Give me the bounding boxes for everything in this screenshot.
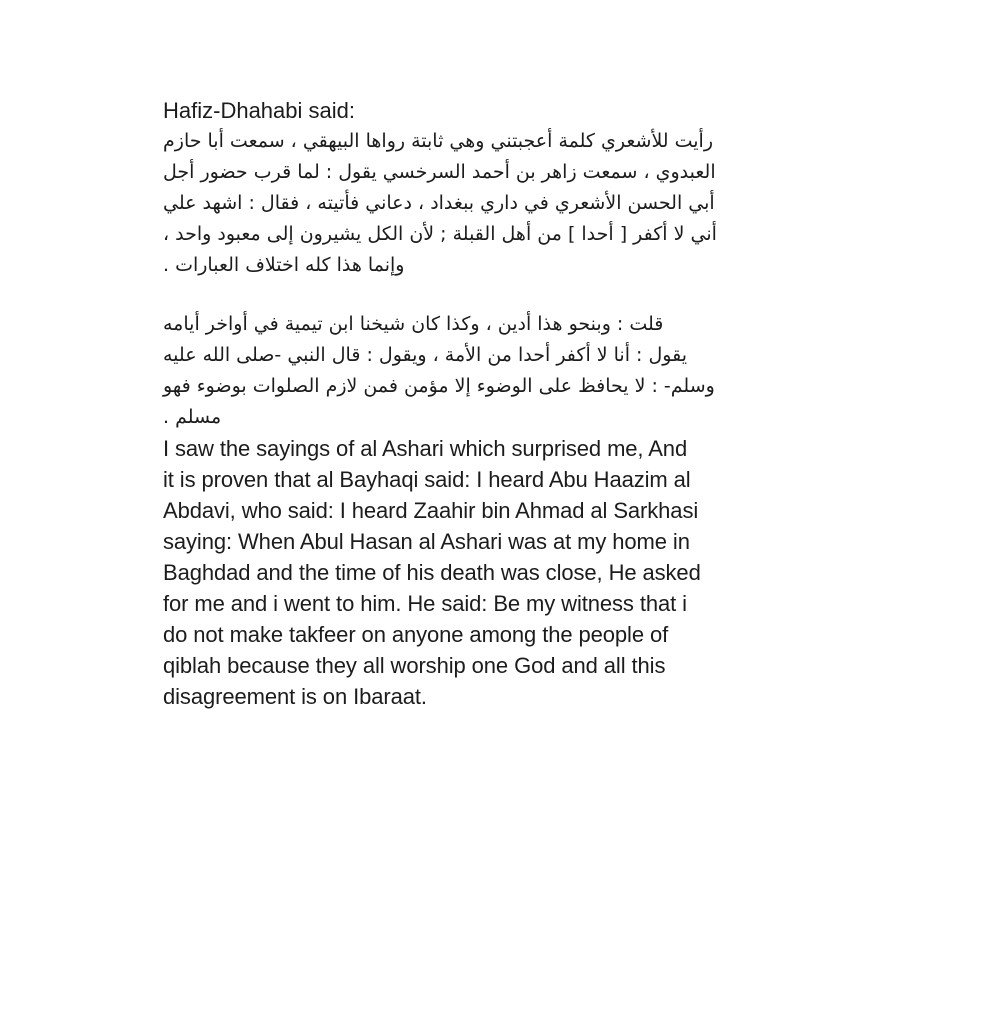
english-line: do not make takfeer on anyone among the people of xyxy=(163,622,669,647)
english-line: qiblah because they all worship one God and all this xyxy=(163,653,666,678)
arabic-line: مسلم . xyxy=(163,406,222,428)
english-translation xyxy=(163,433,773,712)
english-line: I saw the sayings of al Ashari which surprised me, And xyxy=(163,436,688,461)
english-line: for me and i went to him. He said: Be my witness that i xyxy=(163,591,687,616)
arabic-line: العبدوي ، سمعت زاهر بن أحمد السرخسي يقول : لما قرب حضور أجل xyxy=(163,161,716,183)
paragraph-gap xyxy=(163,281,773,309)
english-line: disagreement is on Ibaraat. xyxy=(163,684,427,709)
arabic-line: قلت : وبنحو هذا أدين ، وكذا كان شيخنا ابن تيمية في أواخر أيامه xyxy=(163,313,664,335)
arabic-line: يقول : أنا لا أكفر أحدا من الأمة ، ويقول : قال النبي -صلى الله عليه xyxy=(163,344,688,366)
arabic-paragraph-1 xyxy=(163,126,773,281)
heading: Hafiz-Dhahabi said: xyxy=(163,98,355,123)
arabic-line: وسلم- : لا يحافظ على الوضوء إلا مؤمن فمن لازم الصلوات بوضوء فهو xyxy=(163,375,715,397)
english-line: it is proven that al Bayhaqi said: I heard Abu Haazim al xyxy=(163,467,691,492)
arabic-paragraph-2 xyxy=(163,309,773,433)
english-line: Abdavi, who said: I heard Zaahir bin Ahmad al Sarkhasi xyxy=(163,498,699,523)
arabic-line: وإنما هذا كله اختلاف العبارات . xyxy=(163,254,405,276)
arabic-line: أني لا أكفر [ أحدا ] من أهل القبلة ; لأن الكل يشيرون إلى معبود واحد ، xyxy=(163,223,717,245)
english-line: Baghdad and the time of his death was close, He asked xyxy=(163,560,701,585)
english-line: saying: When Abul Hasan al Ashari was at my home in xyxy=(163,529,690,554)
arabic-line: رأيت للأشعري كلمة أعجبتني وهي ثابتة رواها البيهقي ، سمعت أبا حازم xyxy=(163,130,714,152)
arabic-line: أبي الحسن الأشعري في داري ببغداد ، دعاني فأتيته ، فقال : اشهد علي xyxy=(163,192,715,214)
document-body xyxy=(163,96,773,712)
